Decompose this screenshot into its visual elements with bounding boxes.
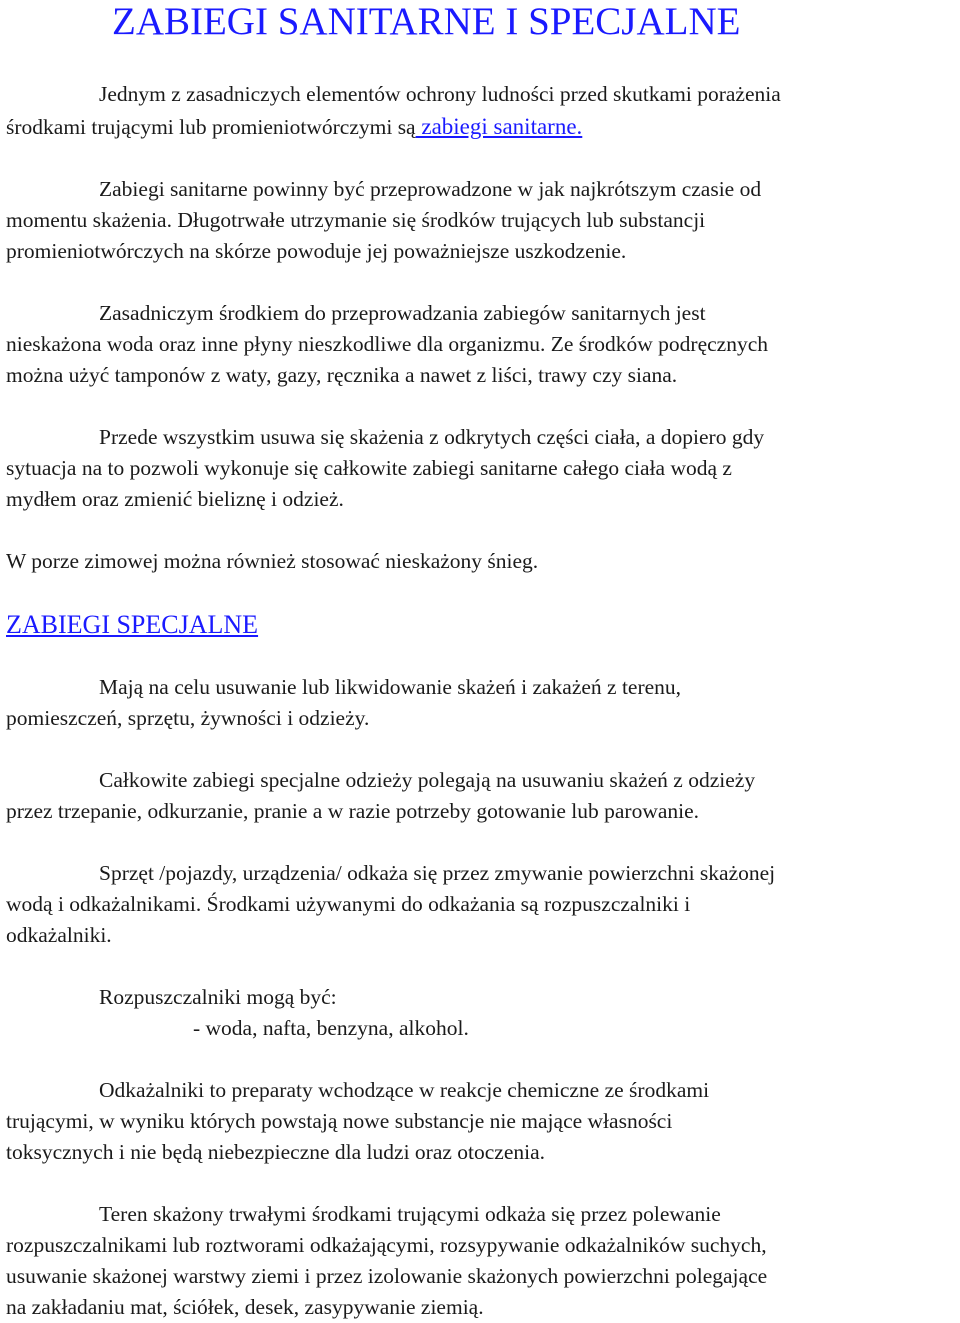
- paragraph-7-line-1: Całkowite zabiegi specjalne odzieży polegają na usuwaniu skażeń z odzieży: [99, 768, 756, 792]
- section-heading-zabiegi-specjalne[interactable]: ZABIEGI SPECJALNE: [6, 610, 259, 639]
- paragraph-5-line-1: W porze zimowej można również stosować nieskażony śnieg.: [6, 549, 539, 573]
- paragraph-3-line-2: nieskażona woda oraz inne płyny nieszkodliwe dla organizmu. Ze środków podręcznych: [6, 332, 769, 356]
- paragraph-1-line-1: Jednym z zasadniczych elementów ochrony ludności przed skutkami porażenia: [99, 82, 781, 106]
- paragraph-11-line-4: na zakładaniu mat, ściółek, desek, zasypywanie ziemią.: [6, 1295, 484, 1319]
- paragraph-1-text: środkami trującymi lub promieniotwórczymi są: [6, 115, 416, 139]
- paragraph-11-line-3: usuwanie skażonej warstwy ziemi i przez izolowanie skażonych powierzchni polegające: [6, 1264, 768, 1288]
- paragraph-10-line-2: trującymi, w wyniku których powstają nowe substancje nie mające własności: [6, 1109, 673, 1133]
- paragraph-11-line-1: Teren skażony trwałymi środkami trującymi odkaża się przez polewanie: [99, 1202, 721, 1226]
- paragraph-4-line-3: mydłem oraz zmienić bieliznę i odzież.: [6, 487, 344, 511]
- page-title: ZABIEGI SANITARNE I SPECJALNE: [112, 0, 741, 43]
- zabiegi-sanitarne-link[interactable]: zabiegi sanitarne.: [415, 114, 583, 139]
- paragraph-8-line-3: odkażalniki.: [6, 923, 112, 947]
- paragraph-9-line-1: Rozpuszczalniki mogą być:: [99, 985, 337, 1009]
- paragraph-11-line-2: rozpuszczalnikami lub roztworami odkażającymi, rozsypywanie odkażalników suchych,: [6, 1233, 767, 1257]
- paragraph-10-line-1: Odkażalniki to preparaty wchodzące w reakcje chemiczne ze środkami: [99, 1078, 710, 1102]
- paragraph-7-line-2: przez trzepanie, odkurzanie, pranie a w razie potrzeby gotowanie lub parowanie.: [6, 799, 700, 823]
- paragraph-2-line-3: promieniotwórczych na skórze powoduje jej poważniejsze uszkodzenie.: [6, 239, 627, 263]
- paragraph-8-line-1: Sprzęt /pojazdy, urządzenia/ odkaża się przez zmywanie powierzchni skażonej: [99, 861, 776, 885]
- paragraph-6-line-2: pomieszczeń, sprzętu, żywności i odzieży.: [6, 706, 370, 730]
- paragraph-2-line-2: momentu skażenia. Długotrwałe utrzymanie się środków trujących lub substancji: [6, 208, 706, 232]
- paragraph-4-line-2: sytuacja na to pozwoli wykonuje się całkowite zabiegi sanitarne całego ciała wodą z: [6, 456, 732, 480]
- paragraph-2-line-1: Zabiegi sanitarne powinny być przeprowadzone w jak najkrótszym czasie od: [99, 177, 762, 201]
- paragraph-10-line-3: toksycznych i nie będą niebezpieczne dla ludzi oraz otoczenia.: [6, 1140, 546, 1164]
- paragraph-4-line-1: Przede wszystkim usuwa się skażenia z odkrytych części ciała, a dopiero gdy: [99, 425, 765, 449]
- paragraph-8-line-2: wodą i odkażalnikami. Środkami używanymi do odkażania są rozpuszczalniki i: [6, 892, 691, 916]
- paragraph-1-line-2: [6, 111, 582, 143]
- bullet-item: - woda, nafta, benzyna, alkohol.: [193, 1016, 469, 1040]
- paragraph-3-line-1: Zasadniczym środkiem do przeprowadzania zabiegów sanitarnych jest: [99, 301, 706, 325]
- paragraph-6-line-1: Mają na celu usuwanie lub likwidowanie skażeń i zakażeń z terenu,: [99, 675, 682, 699]
- paragraph-3-line-3: można użyć tamponów z waty, gazy, ręcznika a nawet z liści, trawy czy siana.: [6, 363, 678, 387]
